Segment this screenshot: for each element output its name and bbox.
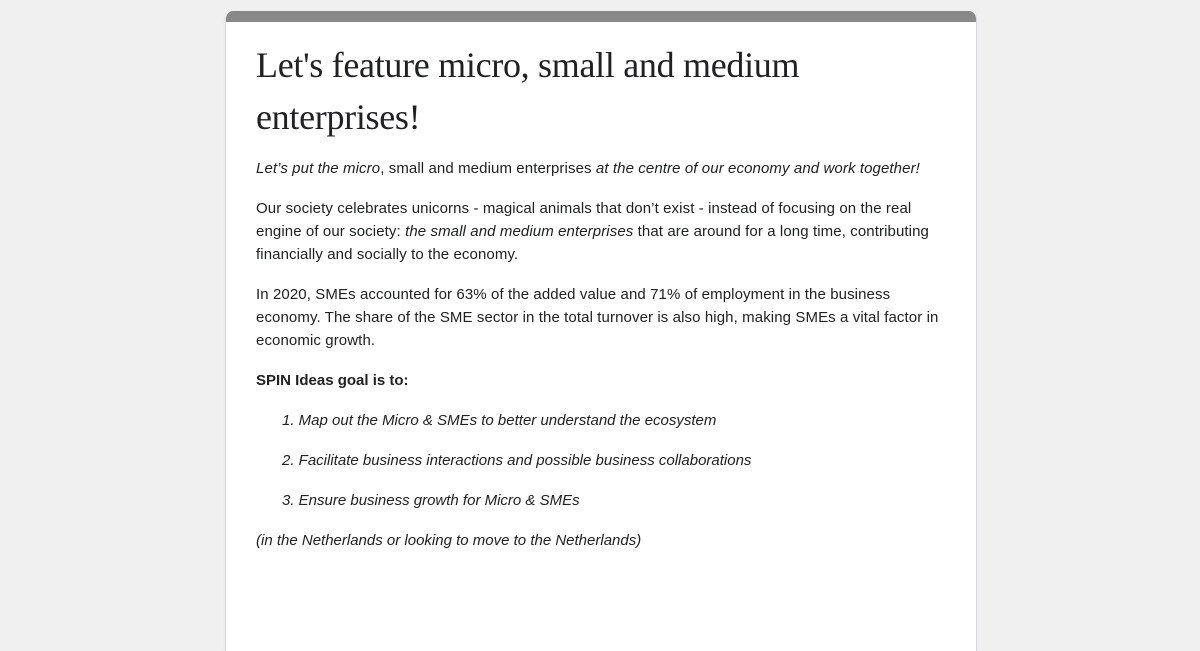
form-title: Let's feature micro, small and medium enterprises! <box>256 45 800 137</box>
statistics-paragraph: In 2020, SMEs accounted for 63% of the added value and 71% of employment in the business economy. The share of the SME sector in the total turnover is also high, making SMEs a vital factor in economic growth. <box>256 286 939 349</box>
goal-item: 2. Facilitate business interactions and possible business collaborations <box>282 452 752 469</box>
unicorns-text-1: Our society celebrates unicorns - magical animals that don’t exist - instead of focusing on the real engine of our society: <box>256 200 912 240</box>
intro-text-italic-2: at the centre of our economy and work together! <box>591 160 920 177</box>
goal-list <box>256 409 956 512</box>
form-description <box>256 39 956 552</box>
intro-text-regular: , small and medium enterprises <box>380 160 592 177</box>
intro-paragraph <box>256 157 956 180</box>
unicorns-text-italic: the small and medium enterprises <box>405 223 634 240</box>
intro-text-italic-1: Let’s put the micro <box>256 160 381 177</box>
unicorns-text-2: that are around for a long time, contributing financially and socially to the economy. <box>256 223 929 263</box>
location-footnote: (in the Netherlands or looking to move to the Netherlands) <box>256 532 642 549</box>
goal-heading: SPIN Ideas goal is to: <box>256 372 409 389</box>
unicorns-paragraph <box>256 197 956 266</box>
goal-item: 1. Map out the Micro & SMEs to better understand the ecosystem <box>282 412 717 429</box>
form-card <box>225 11 977 651</box>
form-accent-bar <box>226 11 976 22</box>
goal-item: 3. Ensure business growth for Micro & SMEs <box>282 492 580 509</box>
